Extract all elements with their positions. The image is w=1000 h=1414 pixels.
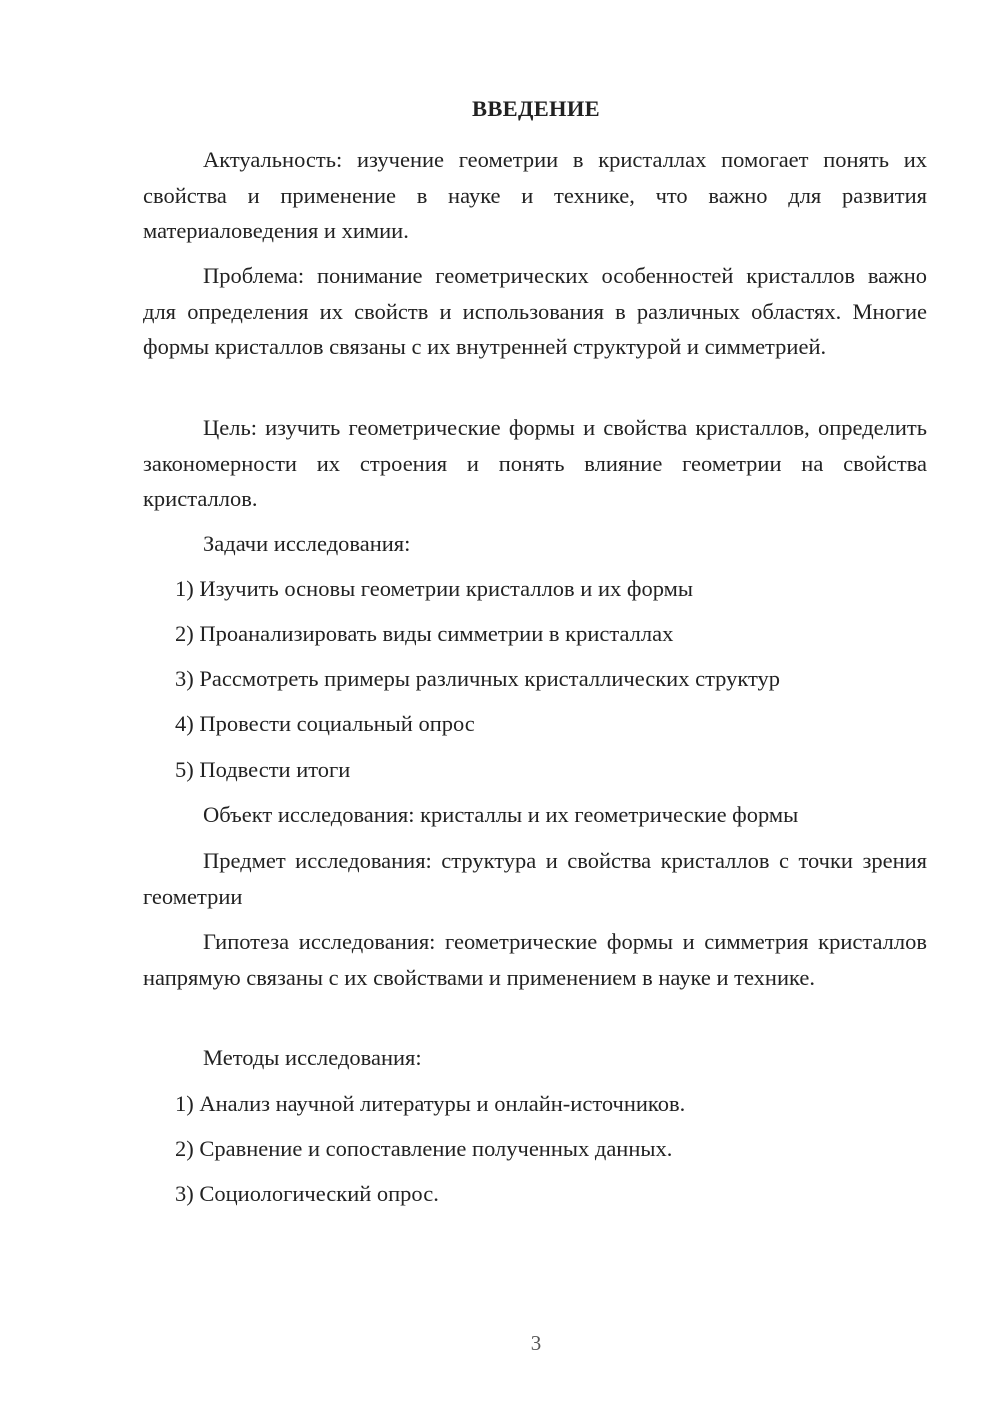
object-paragraph: Объект исследования: кристаллы и их геометрические формы	[203, 802, 799, 827]
methods-heading: Методы исследования:	[203, 1045, 422, 1070]
list-item: 3) Рассмотреть примеры различных кристаллических структур	[175, 666, 781, 691]
list-item: 1) Анализ научной литературы и онлайн-источников.	[175, 1091, 686, 1116]
tasks-heading: Задачи исследования:	[203, 531, 411, 556]
page-number: 3	[530, 1331, 542, 1355]
subject-paragraph: Предмет исследования: структура и свойства кристаллов с точки зрения геометрии	[143, 848, 927, 909]
list-item: 2) Сравнение и сопоставление полученных данных.	[175, 1136, 673, 1161]
list-item: 4) Провести социальный опрос	[175, 711, 475, 736]
relevance-paragraph: Актуальность: изучение геометрии в кристаллах помогает понять их свойства и применение в науке и технике, что важно для развития материаловедения и химии.	[143, 147, 927, 243]
list-item: 1) Изучить основы геометрии кристаллов и их формы	[175, 576, 693, 601]
hypothesis-paragraph: Гипотеза исследования: геометрические формы и симметрия кристаллов напрямую связаны с их свойствами и применением в науке и технике.	[143, 929, 927, 990]
list-item: 2) Проанализировать виды симметрии в кристаллах	[175, 621, 674, 646]
goal-paragraph: Цель: изучить геометрические формы и свойства кристаллов, определить закономерности их строения и понять влияние геометрии на свойства кристаллов.	[143, 415, 927, 511]
problem-paragraph: Проблема: понимание геометрических особенностей кристаллов важно для определения их свойств и использования в различных областях. Многие формы кристаллов связаны с их внутренней структурой и симметрией.	[143, 263, 927, 359]
list-item: 3) Социологический опрос.	[175, 1181, 439, 1206]
list-item: 5) Подвести итоги	[175, 757, 351, 782]
section-title: ВВЕДЕНИЕ	[472, 96, 600, 121]
